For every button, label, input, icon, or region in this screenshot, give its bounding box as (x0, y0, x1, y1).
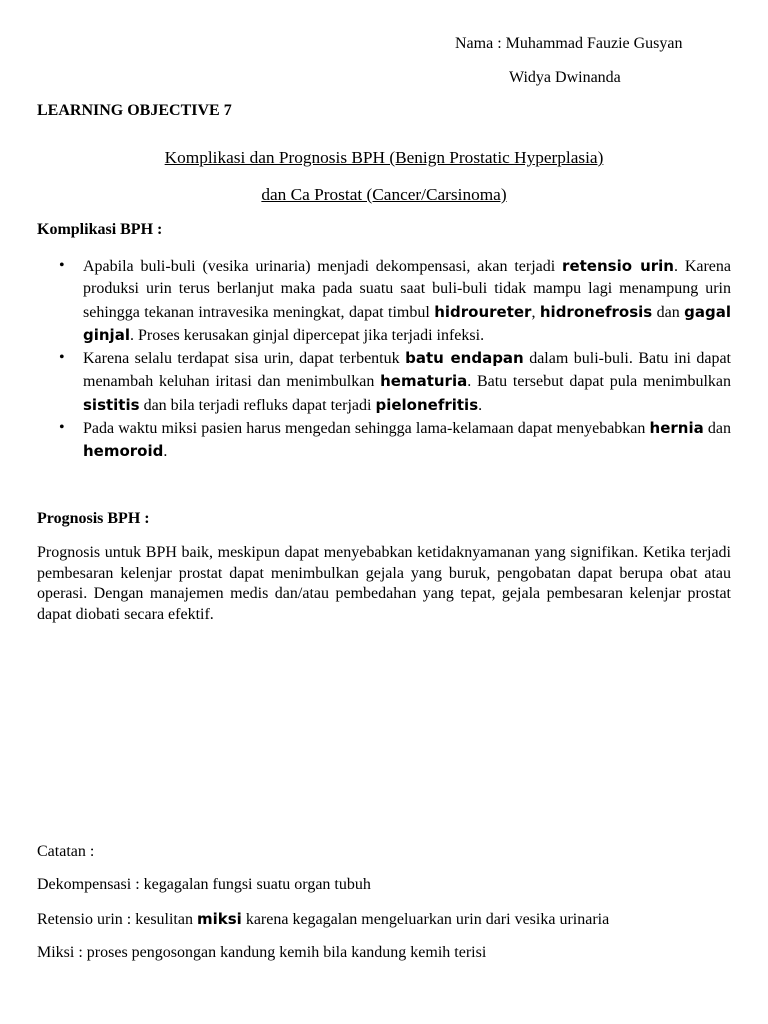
note-text: Retensio urin : kesulitan (37, 911, 197, 928)
document-title-line-2 (0, 185, 768, 205)
note-text: karena kegagalan mengeluarkan urin dari vesika urinaria (241, 911, 610, 928)
note-dekompensasi: Dekompensasi : kegagalan fungsi suatu organ tubuh (37, 876, 371, 893)
prognosis-paragraph: Prognosis untuk BPH baik, meskipun dapat menyebabkan ketidaknyamanan yang signifikan. Ketika terjadi pembesaran kelenjar prostat dapat menimbulkan gejala yang buruk, pengobatan dapat berupa obat atau operasi. Dengan manajemen medis dan/atau pembedahan yang tepat, gejala pembesaran kelenjar prostat dapat diobati secara efektif. (37, 544, 731, 623)
author-name-line: Nama : Muhammad Fauzie Gusyan (455, 35, 683, 52)
term-hidroureter: hidroureter (434, 302, 532, 321)
term-pielonefritis: pielonefritis (375, 395, 479, 414)
term-gagal-ginjal: gagal ginjal (83, 302, 731, 344)
item-text: . (163, 443, 168, 461)
item-text: dalam buli-buli. Batu ini dapat menambah keluhan iritasi dan menimbulkan (83, 350, 731, 391)
author-name-line-2: Widya Dwinanda (509, 69, 621, 86)
komplikasi-heading: Komplikasi BPH : (37, 221, 163, 238)
note-retensio-urin (37, 910, 609, 929)
term-sistitis: sistitis (83, 395, 140, 414)
term-batu-endapan: batu endapan (405, 349, 524, 368)
bullet-icon: • (59, 419, 65, 437)
term-hematuria: hematuria (380, 372, 468, 391)
item-text: dan (652, 303, 685, 321)
item-text: Apabila buli-buli (vesika urinaria) menjadi dekompensasi, akan terjadi (83, 258, 563, 275)
document-title-line-1 (0, 148, 768, 168)
term-miksi: miksi (196, 910, 242, 928)
note-miksi: Miksi : proses pengosongan kandung kemih bila kandung kemih terisi (37, 944, 487, 961)
item-text: . Proses kerusakan ginjal dipercepat jika terjadi infeksi. (129, 326, 485, 344)
item-text: . Batu tersebut dapat pula menimbulkan (467, 373, 731, 391)
item-text: Pada waktu miksi pasien harus mengedan sehingga lama-kelamaan dapat menyebabkan (83, 420, 650, 438)
item-text: dan (703, 420, 731, 438)
catatan-heading: Catatan : (37, 843, 95, 860)
bullet-icon: • (59, 349, 65, 367)
item-text: dan bila terjadi refluks dapat terjadi (139, 396, 376, 414)
list-item (37, 255, 731, 347)
prognosis-heading: Prognosis BPH : (37, 510, 150, 527)
term-retensio-urin: retensio urin (562, 257, 674, 275)
item-text: , (531, 303, 540, 321)
list-item (37, 417, 731, 464)
term-hernia: hernia (649, 419, 704, 438)
item-text: . (478, 396, 483, 414)
komplikasi-list (37, 255, 731, 464)
bullet-icon: • (59, 257, 65, 274)
list-item (37, 347, 731, 417)
item-text: Karena selalu terdapat sisa urin, dapat terbentuk (83, 350, 406, 368)
learning-objective-heading: LEARNING OBJECTIVE 7 (37, 102, 232, 119)
title-line-2-text: dan Ca Prostat (Cancer/Carsinoma) (261, 185, 507, 204)
term-hemoroid: hemoroid (83, 442, 164, 461)
term-hidronefrosis: hidronefrosis (539, 302, 653, 321)
title-line-1-text: Komplikasi dan Prognosis BPH (Benign Prostatic Hyperplasia) (164, 148, 604, 167)
item-text: . Karena produksi urin terus berlanjut maka pada suatu saat buli-buli tidak mampu lagi menampung urin sehingga tekanan intravesika meningkat, dapat timbul (83, 258, 732, 321)
